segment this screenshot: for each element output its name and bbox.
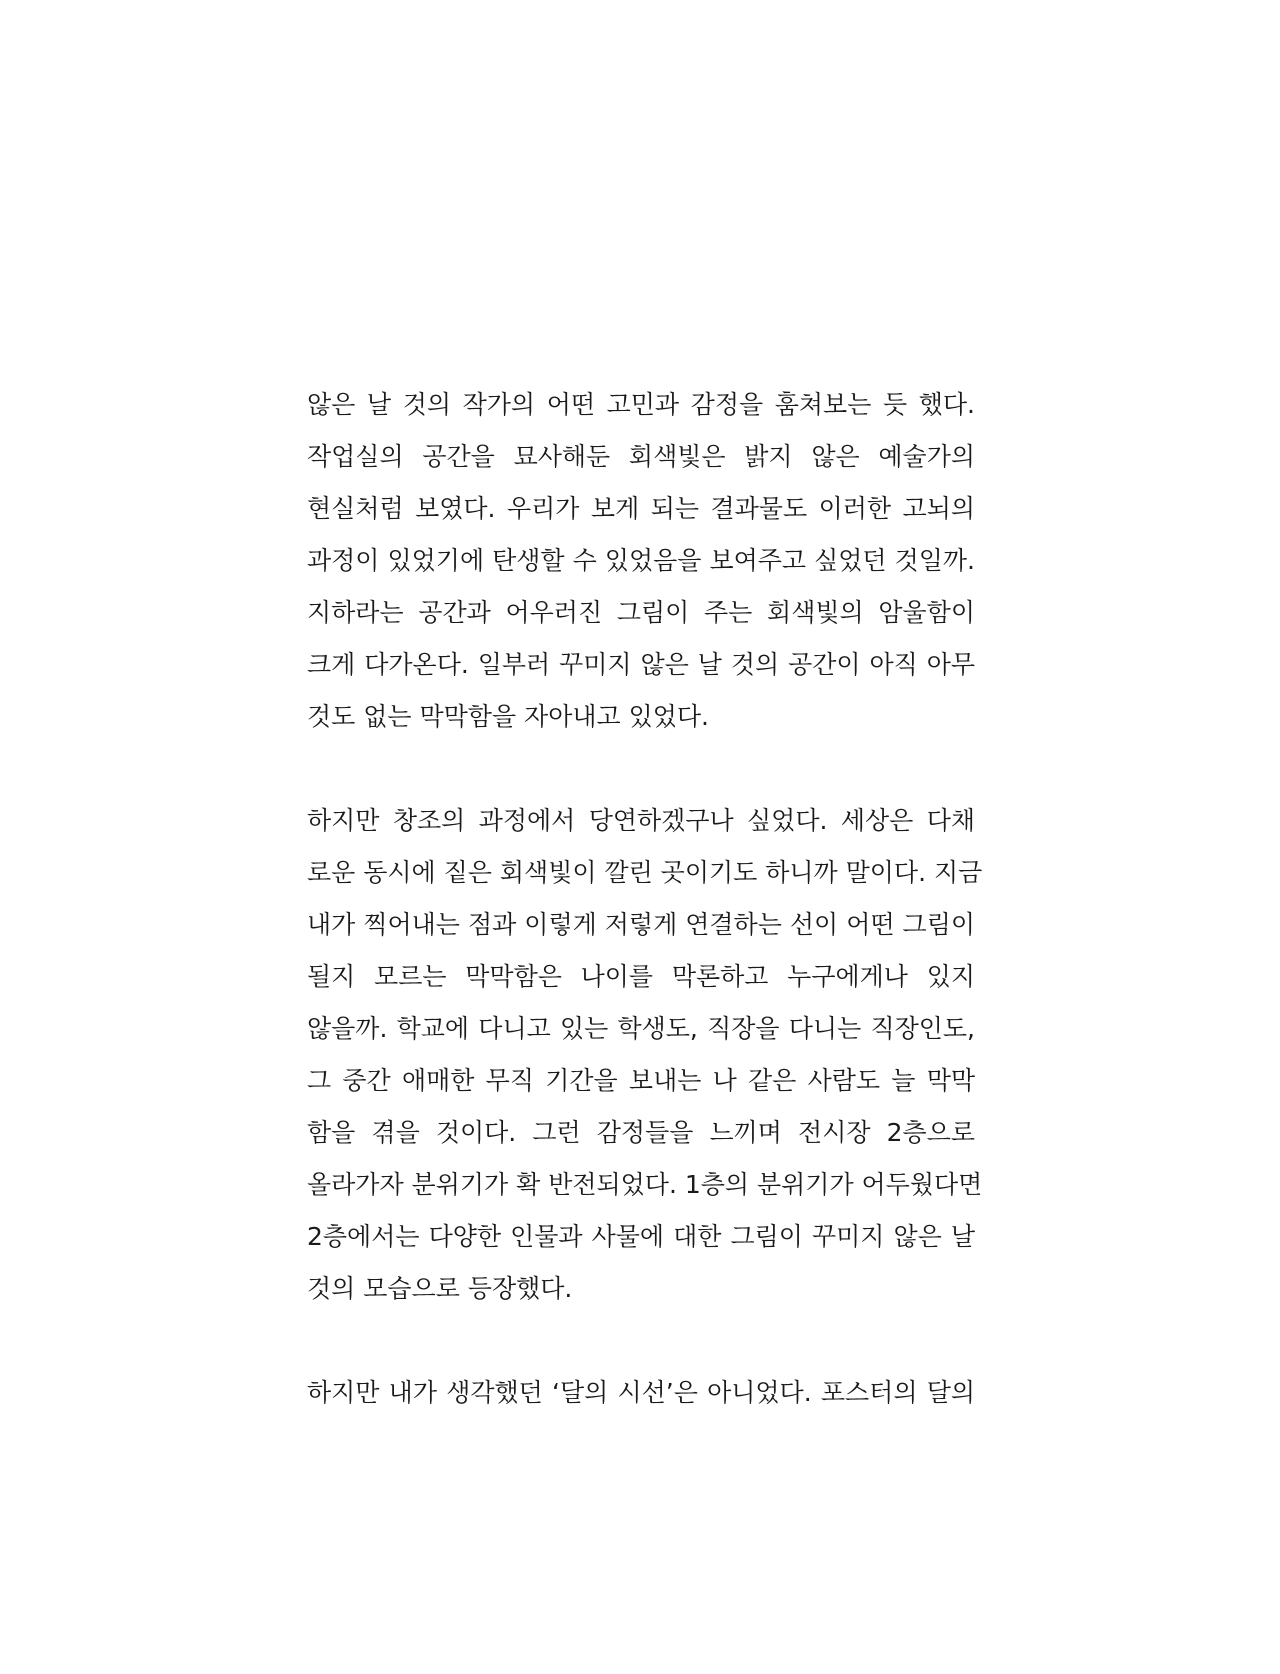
text-line: 2층에서는 다양한 인물과 사물에 대한 그림이 꾸미지 않은 날 xyxy=(307,1222,975,1251)
text-line: 하지만 내가 생각했던 ‘달의 시선’은 아니었다. 포스터의 달의 xyxy=(307,1378,975,1407)
text-line: 작업실의 공간을 묘사해둔 회색빛은 밝지 않은 예술가의 xyxy=(307,442,975,471)
text-line: 그 중간 애매한 무직 기간을 보내는 나 같은 사람도 늘 막막 xyxy=(307,1066,975,1095)
text-line: 것도 없는 막막함을 자아내고 있었다. xyxy=(307,702,709,731)
text-line: 될지 모르는 막막함은 나이를 막론하고 누구에게나 있지 xyxy=(307,962,975,991)
article-body xyxy=(307,379,983,1471)
text-line: 크게 다가온다. 일부러 꾸미지 않은 날 것의 공간이 아직 아무 xyxy=(307,650,975,679)
paragraph-2 xyxy=(307,795,983,1315)
text-line: 것의 모습으로 등장했다. xyxy=(307,1274,573,1303)
paragraph-3 xyxy=(307,1367,975,1419)
text-line: 로운 동시에 짙은 회색빛이 깔린 곳이기도 하니까 말이다. 지금 xyxy=(307,858,983,887)
text-line: 지하라는 공간과 어우러진 그림이 주는 회색빛의 암울함이 xyxy=(307,598,975,627)
text-line: 않을까. 학교에 다니고 있는 학생도, 직장을 다니는 직장인도, xyxy=(307,1014,975,1043)
text-line: 내가 찍어내는 점과 이렇게 저렇게 연결하는 선이 어떤 그림이 xyxy=(307,910,975,939)
text-line: 과정이 있었기에 탄생할 수 있었음을 보여주고 싶었던 것일까. xyxy=(307,546,975,575)
text-line: 않은 날 것의 작가의 어떤 고민과 감정을 훔쳐보는 듯 했다. xyxy=(307,390,975,419)
paragraph-1 xyxy=(307,379,975,743)
text-line: 올라가자 분위기가 확 반전되었다. 1층의 분위기가 어두웠다면 xyxy=(307,1170,983,1199)
text-line: 하지만 창조의 과정에서 당연하겠구나 싶었다. 세상은 다채 xyxy=(307,806,975,835)
text-line: 현실처럼 보였다. 우리가 보게 되는 결과물도 이러한 고뇌의 xyxy=(307,494,975,523)
text-line: 함을 겪을 것이다. 그런 감정들을 느끼며 전시장 2층으로 xyxy=(307,1118,975,1147)
